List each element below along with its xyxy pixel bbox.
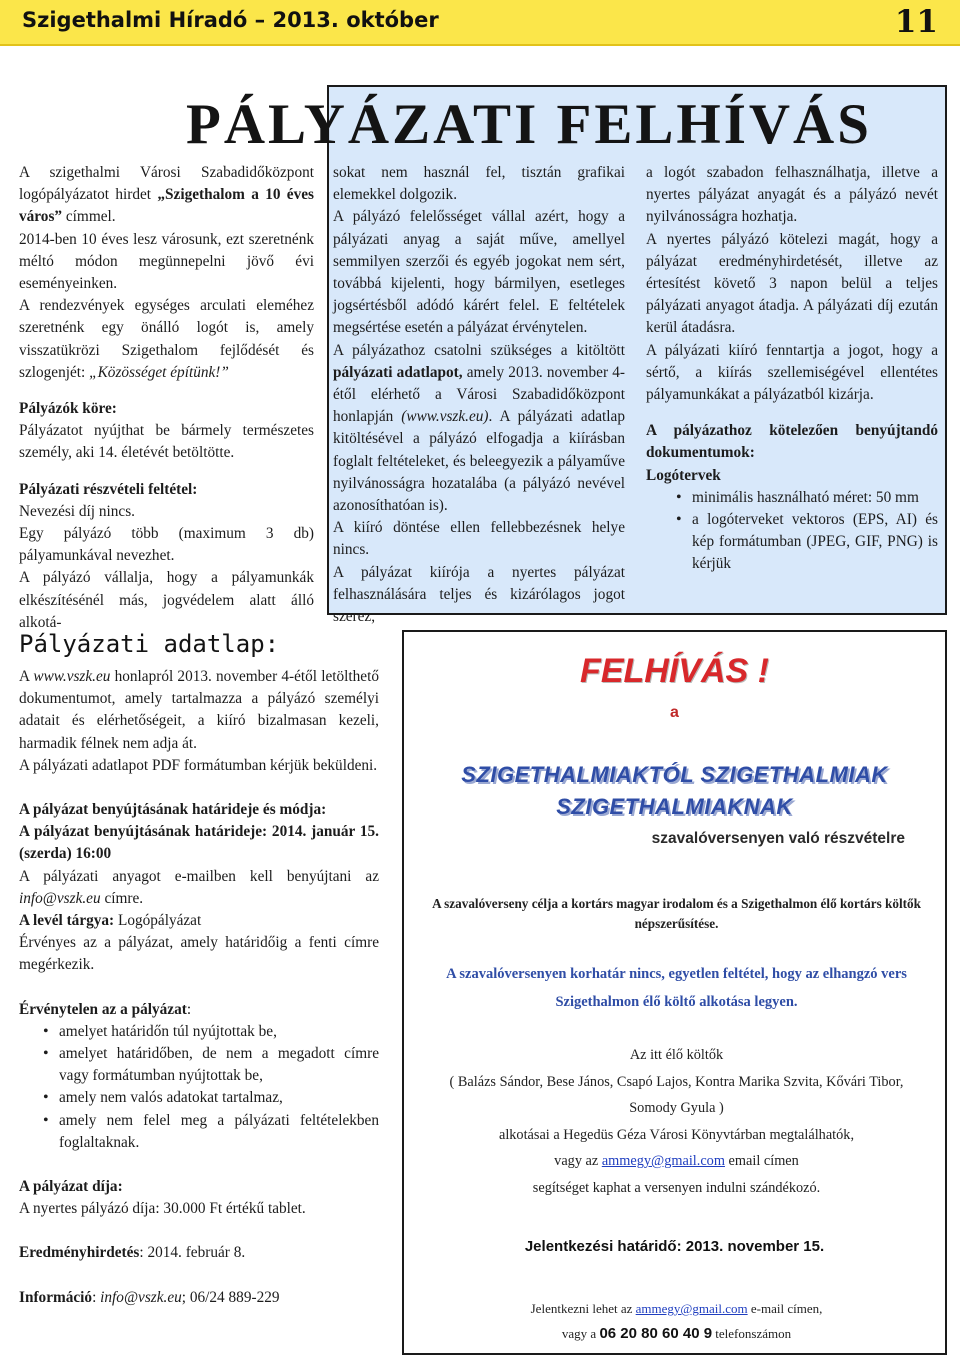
rights-paragraph: A pályázó vállalja, hogy a pályamunkák elkészítésénél más, jogvédelem alatt álló alkotá- — [19, 569, 314, 631]
usage-rights-paragraph: A pályázat kiírója a nyertes pályázat felhasználására teljes és kizárólagos jogot szerez, — [333, 563, 625, 626]
deadline-paragraph: A pályázat benyújtásának határideje: 2014. január 15. (szerda) 16:00 — [19, 823, 379, 863]
list-item: • minimális használható méret: 50 mm — [646, 487, 938, 509]
winner-obligation-paragraph: A nyertes pályázó kötelezi magát, hogy a pályázat eredményhirdetését, illetve az értesítést követő 3 napon belül a teljes pályázati anyagot átadja. A pályázati díj ezután kerül átadásra. — [646, 230, 938, 337]
page-header — [0, 0, 960, 46]
poster-poets: Az itt élő költők ( Balázs Sándor, Bese János, Csapó Lajos, Kontra Marika Szvita, Kővári Tibor, Somody Gyula ) alkotásai a Hegedüs Géza Városi Könyvtárban megtalálhatók, vagy az ammegy@gmail.com email címen segítséget kaphat a versenyen indulni szándékozó. — [449, 1047, 904, 1196]
documents-heading: A pályázathoz kötelezően benyújtandó dokumentumok: — [646, 422, 938, 462]
logo-designs-heading: Logótervek — [646, 466, 721, 484]
poster-subtitle: szavalóversenyen való részvételre — [651, 830, 905, 847]
anniversary-paragraph: 2014-ben 10 éves lesz városunk, ezt szeretnénk méltó módon megünnepelni jövő évi eseményeinken. — [19, 230, 314, 293]
attachment-paragraph: A pályázathoz csatolni szükséges a kitöltött pályázati adatlapot, amely 2013. november 4-étől elérhető a Városi Szabadidőközpont honlapján (www.vszk.eu). A pályázati adatlap kitöltésével a pályázó elfogadja a kiírásban foglalt feltételeket, és beleegyezik a pályaműve nyilvánosságra hozatalába (a pályázó nevével azonosíthatóan is). — [333, 341, 625, 515]
subject-paragraph: A levél tárgya: Logópályázat — [19, 912, 202, 930]
list-item: • a logóterveket vektoros (EPS, AI) és kép formátumban (JPEG, GIF, PNG) is kérjük — [646, 509, 938, 576]
applicants-paragraph: Pályázatot nyújthat be bármely természetes személy, aki 14. életévét betöltötte. — [19, 422, 314, 462]
results-paragraph: Eredményhirdetés: 2014. február 8. — [19, 1244, 246, 1262]
application-form-heading: Pályázati adatlap: — [19, 630, 280, 658]
invalid-list — [19, 1021, 379, 1154]
responsibility-paragraph: A pályázó felelősséget vállal azért, hogy a pályázati anyag a saját műve, amellyel semmilyen szerzői és egyéb jogokat nem sért, továbbá kijelenti, hogy bármilyen, esetleges jogsértésből adódó kárért felel. E feltételek megsértése esetén a pályázat érvénytelen. — [333, 208, 625, 337]
column-2 — [333, 162, 625, 628]
requirements-list — [646, 487, 938, 576]
poster-contact-email-link[interactable]: ammegy@gmail.com — [635, 1301, 748, 1316]
poster-age-rule: A szavalóversenyen korhatár nincs, egyetlen feltétel, hogy az elhangzó vers Szigethalmon élő költő alkotása legyen. — [446, 966, 907, 1010]
publication-paragraph: a logót szabadon felhasználhatja, illetve a nyertes pályázat anyagát és a pályázó nevét nyilvánosságra hozhatja. — [646, 164, 938, 226]
prize-heading: A pályázat díja: — [19, 1178, 123, 1196]
info-paragraph: Információ: info@vszk.eu; 06/24 889-229 — [19, 1288, 280, 1306]
invalid-heading: Érvénytelen az a pályázat: — [19, 1000, 192, 1018]
page-number: 11 — [894, 4, 938, 40]
website-link[interactable]: www.vszk.eu — [33, 668, 111, 685]
list-item: • amelyet határidőben, de nem a megadott címre vagy formátumban nyújtottak be, — [19, 1043, 379, 1087]
email-link[interactable]: info@vszk.eu — [19, 889, 101, 907]
email-paragraph: A pályázati anyagot e-mailben kell benyújtani az info@vszk.eu címre. — [19, 867, 379, 907]
column-1 — [19, 162, 314, 634]
list-item: • amely nem valós adatokat tartalmaz, — [19, 1087, 379, 1109]
valid-paragraph: Érvényes az a pályázat, amely határidőig a fenti címre megérkezik. — [19, 934, 379, 974]
graphic-elements-paragraph: sokat nem használ fel, tisztán grafikai elemekkel dolgozik. — [333, 164, 625, 204]
prize-paragraph: A nyertes pályázó díja: 30.000 Ft értékű tablet. — [19, 1200, 306, 1218]
column-3 — [646, 162, 938, 576]
newspaper-title: Szigethalmi Híradó – 2013. október — [22, 8, 439, 32]
pdf-paragraph: A pályázati adatlapot PDF formátumban kérjük beküldeni. — [19, 756, 378, 774]
poster-phone[interactable]: 06 20 80 60 40 9 — [599, 1325, 713, 1342]
form-download-paragraph: A www.vszk.eu honlapról 2013. november 4-étől letölthető dokumentumot, amely tartalmazza a pályázó személyi adatait és elérhetőségeit, a kiíró bizalmasan kezeli, harmadik félnek nem adja át. — [19, 668, 379, 752]
intro-paragraph: A szigethalmi Városi Szabadidőközpont logópályázatot hirdet „Szigethalom a 10 éves város” címmel. — [19, 164, 314, 226]
page-title: PÁLYÁZATI FELHÍVÁS — [186, 93, 872, 156]
exclusion-paragraph: A pályázati kiíró fenntartja a jogot, hogy a sértő, a kiírás szellemiségével ellentétes pályamunkákat a pályázatból kizárja. — [646, 341, 938, 404]
info-email-link[interactable]: info@vszk.eu — [100, 1288, 182, 1306]
applicants-heading: Pályázók köre: — [19, 400, 117, 418]
list-item: • amelyet határidőn túl nyújtottak be, — [19, 1021, 379, 1043]
application-form-section — [19, 666, 379, 1309]
poetry-contest-poster — [402, 630, 947, 1355]
poster-title-line-2: SZIGETHALMIAKNAK — [556, 794, 793, 819]
fee-paragraph: Nevezési díj nincs. — [19, 502, 135, 520]
poster-title-line-1: SZIGETHALMIAKTÓL SZIGETHALMIAK — [461, 762, 888, 787]
poster-email-link[interactable]: ammegy@gmail.com — [601, 1153, 725, 1169]
deadline-heading: A pályázat benyújtásának határideje és módja: — [19, 801, 327, 819]
poster-contact: Jelentkezni lehet az ammegy@gmail.com e-mail címen, vagy a 06 20 80 60 40 9 telefonszámon — [530, 1301, 823, 1342]
poster-headline: FELHÍVÁS ! — [580, 652, 769, 690]
appeal-paragraph: A kiíró döntése ellen fellebbezésnek helye nincs. — [333, 519, 625, 559]
poster-article: a — [670, 704, 679, 721]
max-entries-paragraph: Egy pályázó több (maximum 3 db) pályamunkával nevezhet. — [19, 525, 314, 565]
conditions-heading: Pályázati részvételi feltétel: — [19, 480, 198, 498]
poster-goal: A szavalóverseny célja a kortárs magyar irodalom és a Szigethalmon élő kortárs költők népszerűsítése. — [432, 896, 921, 931]
list-item: • amely nem felel meg a pályázati feltételekben foglaltaknak. — [19, 1110, 379, 1154]
logo-paragraph: A rendezvények egységes arculati eleméhez szeretnénk egy önálló logót is, amely visszatükrözi Szigethalom fejlődését és szlogenjét: „Közösséget építünk!” — [19, 297, 314, 381]
poster-deadline: Jelentkezési határidő: 2013. november 15. — [524, 1238, 825, 1255]
